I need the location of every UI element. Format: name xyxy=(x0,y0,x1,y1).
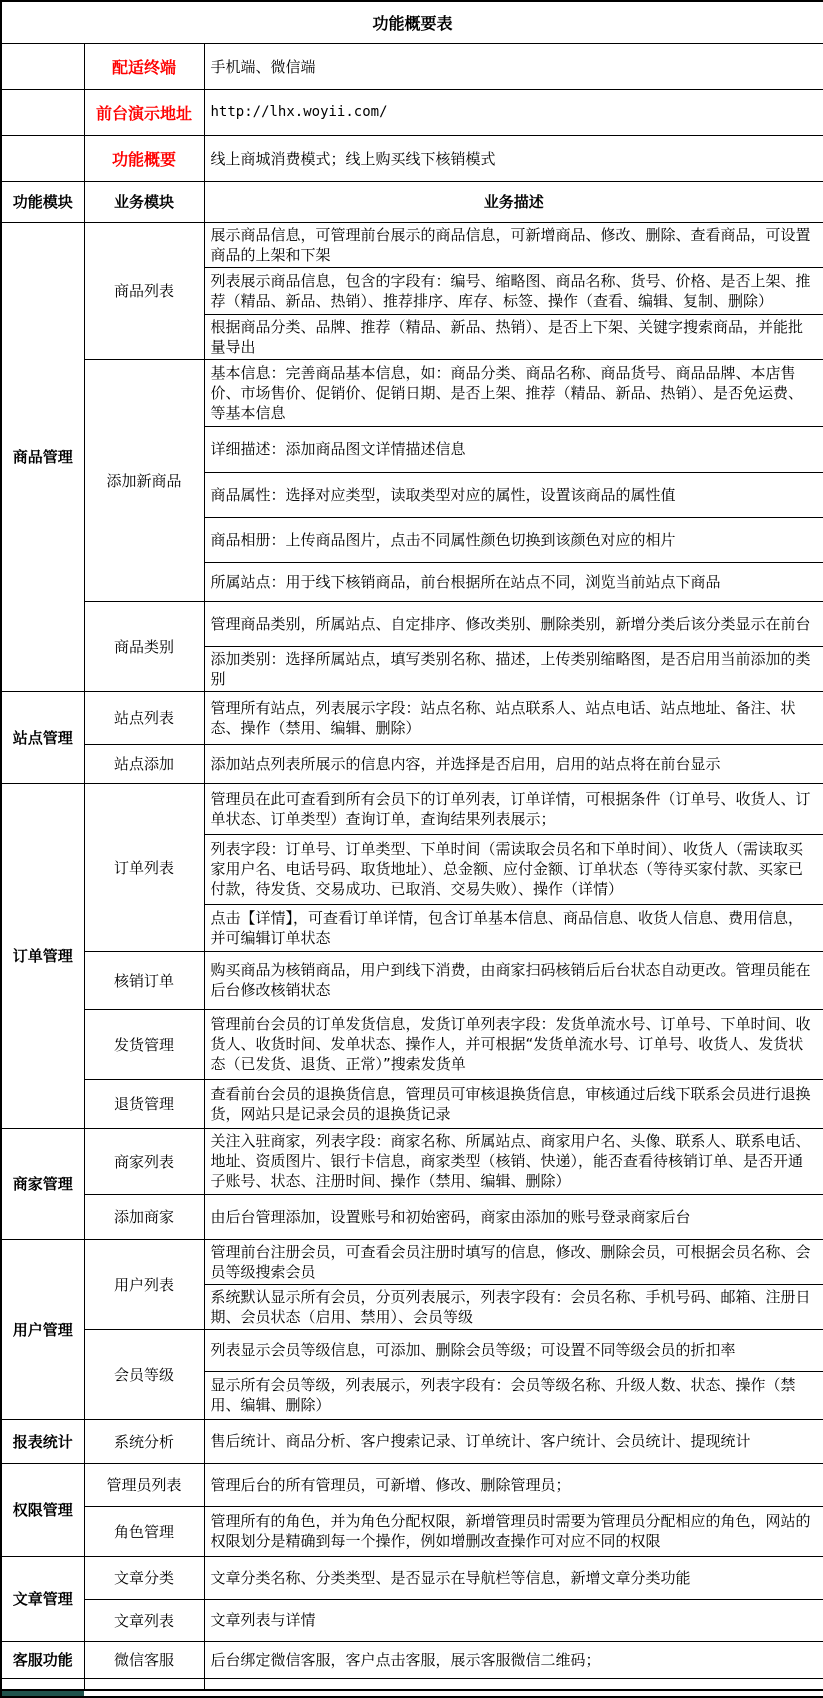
business-module-cell: 核销订单 xyxy=(84,951,204,1009)
table-row xyxy=(1,1506,823,1556)
description-cell: 管理所有站点，列表展示字段：站点名称、站点联系人、站点电话、站点地址、备注、状态、操作（禁用、编辑、删除） xyxy=(204,691,823,744)
blank-cell xyxy=(204,1678,823,1690)
business-module-cell: 添加新商品 xyxy=(84,359,204,601)
column-header-row xyxy=(1,181,823,222)
business-module-cell: 退货管理 xyxy=(84,1079,204,1128)
table-row xyxy=(1,951,823,1009)
description-cell: 购买商品为核销商品，用户到线下消费，由商家扫码核销后后台状态自动更改。管理员能在后台修改核销状态 xyxy=(204,951,823,1009)
description-cell: 根据商品分类、品牌、推荐（精品、新品、热销）、是否上下架、关键字搜索商品，并能批量导出 xyxy=(204,314,823,359)
description-cell: 添加站点列表所展示的信息内容，并选择是否启用，启用的站点将在前台显示 xyxy=(204,744,823,783)
column-header-business-module: 业务模块 xyxy=(84,181,204,222)
business-module-cell: 订单列表 xyxy=(84,783,204,951)
description-cell: 商品属性：选择对应类型，读取类型对应的属性，设置该商品的属性值 xyxy=(204,472,823,517)
business-module-cell: 商品类别 xyxy=(84,601,204,691)
description-cell: 管理员在此可查看到所有会员下的订单列表，订单详情，可根据条件（订单号、收货人、订单状态、订单类型）查询订单，查询结果列表展示； xyxy=(204,783,823,834)
terminal-value: 手机端、微信端 xyxy=(204,43,823,89)
business-module-cell: 角色管理 xyxy=(84,1506,204,1556)
terminal-label: 配适终端 xyxy=(84,43,204,89)
table-row xyxy=(1,1009,823,1079)
description-cell: 展示商品信息，可管理前台展示的商品信息，可新增商品、修改、删除、查看商品，可设置商品的上架和下架 xyxy=(204,222,823,267)
business-module-cell: 系统分析 xyxy=(84,1419,204,1463)
description-cell: 列表显示会员等级信息，可添加、删除会员等级；可设置不同等级会员的折扣率 xyxy=(204,1329,823,1371)
business-module-cell: 商品列表 xyxy=(84,222,204,359)
table-row xyxy=(1,1463,823,1506)
business-module-cell: 会员等级 xyxy=(84,1329,204,1419)
cutoff-next-row-strip xyxy=(1,1690,823,1697)
table-row xyxy=(1,359,823,426)
blank-cell xyxy=(84,1678,204,1690)
description-cell: 所属站点：用于线下核销商品，前台根据所在站点不同，浏览当前站点下商品 xyxy=(204,562,823,601)
table-row xyxy=(1,1128,823,1194)
table-row xyxy=(1,1419,823,1463)
description-cell: 列表展示商品信息，包含的字段有：编号、缩略图、商品名称、货号、价格、是否上架、推荐（精品、新品、热销）、推荐排序、库存、标签、操作（查看、编辑、复制、删除） xyxy=(204,267,823,314)
module-cell: 订单管理 xyxy=(1,783,84,1128)
description-cell: 列表字段：订单号、订单类型、下单时间（需读取会员名和下单时间）、收货人（需读取买家用户名、电话号码、取货地址）、总金额、应付金额、订单状态（等待买家付款、买家已付款，待发货、交易成功、已取消、交易失败）、操作（详情） xyxy=(204,834,823,904)
description-cell: 管理前台会员的订单发货信息，发货订单列表字段：发货单流水号、订单号、下单时间、收货人、收货时间、发单状态、操作人，并可根据“发货单流水号、订单号、收货人、发货状态（已发货、退货、正常）”搜索发货单 xyxy=(204,1009,823,1079)
module-cell: 商品管理 xyxy=(1,222,84,691)
business-module-cell: 商家列表 xyxy=(84,1128,204,1194)
business-module-cell: 文章分类 xyxy=(84,1556,204,1599)
description-cell: 点击【详情】，可查看订单详情，包含订单基本信息、商品信息、收货人信息、费用信息，并可编辑订单状态 xyxy=(204,904,823,951)
table-row xyxy=(1,1599,823,1641)
module-cell: 用户管理 xyxy=(1,1239,84,1419)
table-row xyxy=(1,744,823,783)
info-row-terminal xyxy=(1,43,823,89)
blank-cell xyxy=(84,1690,204,1697)
business-module-cell: 发货管理 xyxy=(84,1009,204,1079)
description-cell: 管理商品类别，所属站点、自定排序、修改类别、删除类别，新增分类后该分类显示在前台 xyxy=(204,601,823,646)
summary-value: 线上商城消费模式；线上购买线下核销模式 xyxy=(204,135,823,181)
table-row xyxy=(1,1079,823,1128)
page-title: 功能概要表 xyxy=(1,1,823,43)
description-cell: 由后台管理添加，设置账号和初始密码，商家由添加的账号登录商家后台 xyxy=(204,1194,823,1239)
table-row xyxy=(1,601,823,646)
table-row xyxy=(1,1329,823,1371)
business-module-cell: 站点列表 xyxy=(84,691,204,744)
business-module-cell: 站点添加 xyxy=(84,744,204,783)
description-cell: 文章分类名称、分类类型、是否显示在导航栏等信息，新增文章分类功能 xyxy=(204,1556,823,1599)
table-row xyxy=(1,691,823,744)
business-module-cell: 微信客服 xyxy=(84,1641,204,1678)
description-cell: 后台绑定微信客服，客户点击客服，展示客服微信二维码； xyxy=(204,1641,823,1678)
title-row xyxy=(1,1,823,43)
module-cell: 商家管理 xyxy=(1,1128,84,1239)
blank-cell xyxy=(1,43,84,89)
business-module-cell: 添加商家 xyxy=(84,1194,204,1239)
table-row xyxy=(1,1239,823,1284)
description-cell: 管理前台注册会员，可查看会员注册时填写的信息，修改、删除会员，可根据会员名称、会员等级搜索会员 xyxy=(204,1239,823,1284)
description-cell: 管理所有的角色，并为角色分配权限，新增管理员时需要为管理员分配相应的角色，网站的权限划分是精确到每一个操作，例如增删改查操作可对应不同的权限 xyxy=(204,1506,823,1556)
module-cell: 文章管理 xyxy=(1,1556,84,1641)
module-cell: 报表统计 xyxy=(1,1419,84,1463)
table-row xyxy=(1,1194,823,1239)
blank-cell xyxy=(1,135,84,181)
info-row-demo-url xyxy=(1,89,823,135)
module-cell: 客服功能 xyxy=(1,1641,84,1678)
cutoff-module-cell xyxy=(1,1690,84,1697)
description-cell: 详细描述：添加商品图文详情描述信息 xyxy=(204,426,823,472)
business-module-cell: 管理员列表 xyxy=(84,1463,204,1506)
table-row xyxy=(1,222,823,267)
summary-label: 功能概要 xyxy=(84,135,204,181)
module-cell: 站点管理 xyxy=(1,691,84,783)
description-cell: 关注入驻商家，列表字段：商家名称、所属站点、商家用户名、头像、联系人、联系电话、地址、资质图片、银行卡信息，商家类型（核销、快递），能否查看待核销订单、是否开通子账号、状态、注册时间、操作（禁用、编辑、删除） xyxy=(204,1128,823,1194)
blank-cell xyxy=(1,89,84,135)
cutoff-empty-row xyxy=(1,1678,823,1690)
column-header-business-description: 业务描述 xyxy=(204,181,823,222)
business-module-cell: 文章列表 xyxy=(84,1599,204,1641)
description-cell: 商品相册：上传商品图片，点击不同属性颜色切换到该颜色对应的相片 xyxy=(204,517,823,562)
description-cell: 基本信息：完善商品基本信息，如：商品分类、商品名称、商品货号、商品品牌、本店售价、市场售价、促销价、促销日期、是否上架、推荐（精品、新品、热销）、是否免运费、等基本信息 xyxy=(204,359,823,426)
table-row xyxy=(1,783,823,834)
demo-url-value: http://lhx.woyii.com/ xyxy=(204,89,823,135)
table-row xyxy=(1,1641,823,1678)
demo-url-label: 前台演示地址 xyxy=(84,89,204,135)
blank-cell xyxy=(204,1690,823,1697)
description-cell: 管理后台的所有管理员，可新增、修改、删除管理员； xyxy=(204,1463,823,1506)
description-cell: 文章列表与详情 xyxy=(204,1599,823,1641)
description-cell: 系统默认显示所有会员，分页列表展示，列表字段有：会员名称、手机号码、邮箱、注册日期、会员状态（启用、禁用）、会员等级 xyxy=(204,1284,823,1329)
description-cell: 查看前台会员的退换货信息，管理员可审核退换货信息，审核通过后线下联系会员进行退换货，网站只是记录会员的退换货记录 xyxy=(204,1079,823,1128)
table-row xyxy=(1,1556,823,1599)
business-module-cell: 用户列表 xyxy=(84,1239,204,1329)
info-row-summary xyxy=(1,135,823,181)
blank-cell xyxy=(1,1678,84,1690)
column-header-function-module: 功能模块 xyxy=(1,181,84,222)
module-cell: 权限管理 xyxy=(1,1463,84,1556)
description-cell: 售后统计、商品分析、客户搜索记录、订单统计、客户统计、会员统计、提现统计 xyxy=(204,1419,823,1463)
description-cell: 显示所有会员等级，列表展示，列表字段有：会员等级名称、升级人数、状态、操作（禁用、编辑、删除） xyxy=(204,1371,823,1419)
description-cell: 添加类别：选择所属站点，填写类别名称、描述，上传类别缩略图，是否启用当前添加的类别 xyxy=(204,646,823,691)
